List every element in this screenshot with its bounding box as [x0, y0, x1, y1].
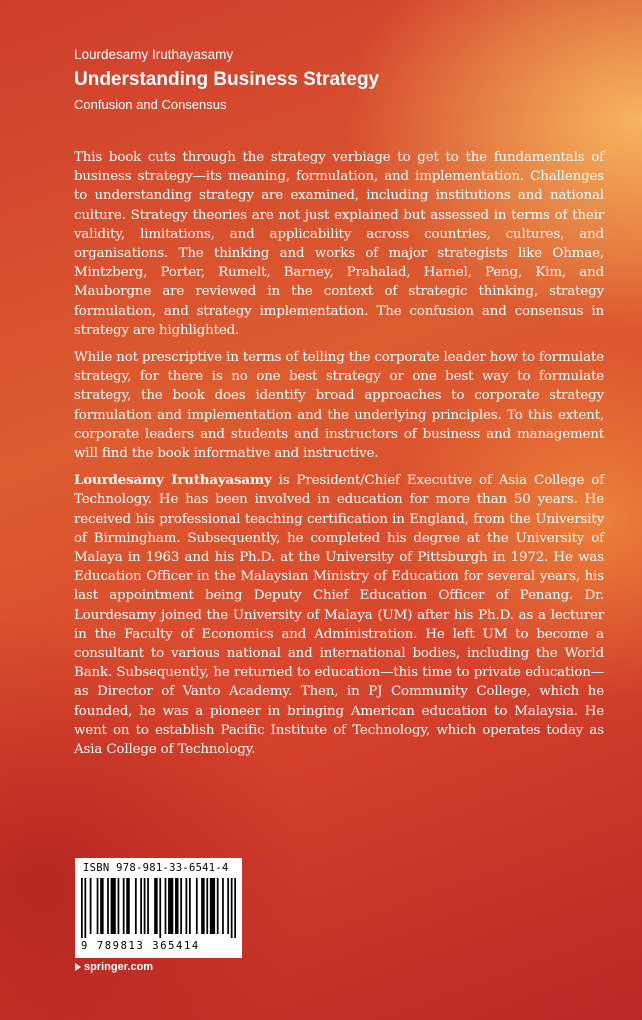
author-name: Lourdesamy Iruthayasamy [74, 47, 234, 62]
bio-author-name: Lourdesamy Iruthayasamy [74, 472, 272, 489]
book-title: Understanding Business Strategy [74, 69, 380, 90]
publisher-url: springer.com [84, 961, 154, 973]
barcode-bars [81, 878, 236, 938]
book-subtitle: Confusion and Consensus [74, 97, 227, 112]
back-cover-text [74, 148, 604, 767]
isbn-barcode [75, 858, 242, 958]
bio-text: is President/Chief Executive of Asia College of Technology. He has been involved in education for more than 50 years. He received his professional teaching certification in England, from the University of Birmingham. Subsequently, he completed his degree at the University of Malaya in 1963 and his Ph.D. at the University of Pittsburgh in 1972. He was Education Officer in the Malaysian Ministry of Education for several years, his last appointment being Deputy Chief Education Officer of Penang. Dr. Lourdesamy joined the University of Malaya (UM) after his Ph.D. as a lecturer in the Faculty of Economics and Administration. He left UM to become a consultant to various national and international bodies, including the World Bank. Subsequently, he returned to education—this time to private education—as Director of Vanto Academy. Then, in PJ Community College, which he founded, he was a pioneer in bringing American education to Malaysia. He went on to establish Pacific Institute of Technology, which operates today as Asia College of Technology. [74, 473, 604, 758]
cover-header [74, 46, 379, 114]
description-paragraph-1: This book cuts through the strategy verbiage to get to the fundamentals of business strategy—its meaning, formulation, and implementation. Challenges to understanding strategy are examined, including institutions and national culture. Strategy theories are not just explained but assessed in terms of their validity, limitations, and applicability across countries, cultures, and organisations. The thinking and works of major strategists like Ohmae, Mintzberg, Porter, Rumelt, Barney, Prahalad, Hamel, Peng, Kim, and Mauborgne are reviewed in the context of strategic thinking, strategy formulation, and strategy implementation. The confusion and consensus in strategy are highlighted. [74, 150, 604, 338]
barcode-digits: 9 789813 365414 [81, 940, 200, 952]
description-paragraph-2: While not prescriptive in terms of telling the corporate leader how to formulate strategy, for there is no one best strategy or one best way to formulate strategy, the book does identify broad approaches to corporate strategy formulation and implementation and the underlying principles. To this extent, corporate leaders and students and instructors of business and management will find the book informative and instructive. [74, 350, 604, 462]
publisher-link[interactable] [75, 961, 153, 973]
author-bio [74, 471, 604, 759]
arrow-right-icon [75, 963, 81, 971]
isbn-label: ISBN 978-981-33-6541-4 [83, 862, 229, 874]
